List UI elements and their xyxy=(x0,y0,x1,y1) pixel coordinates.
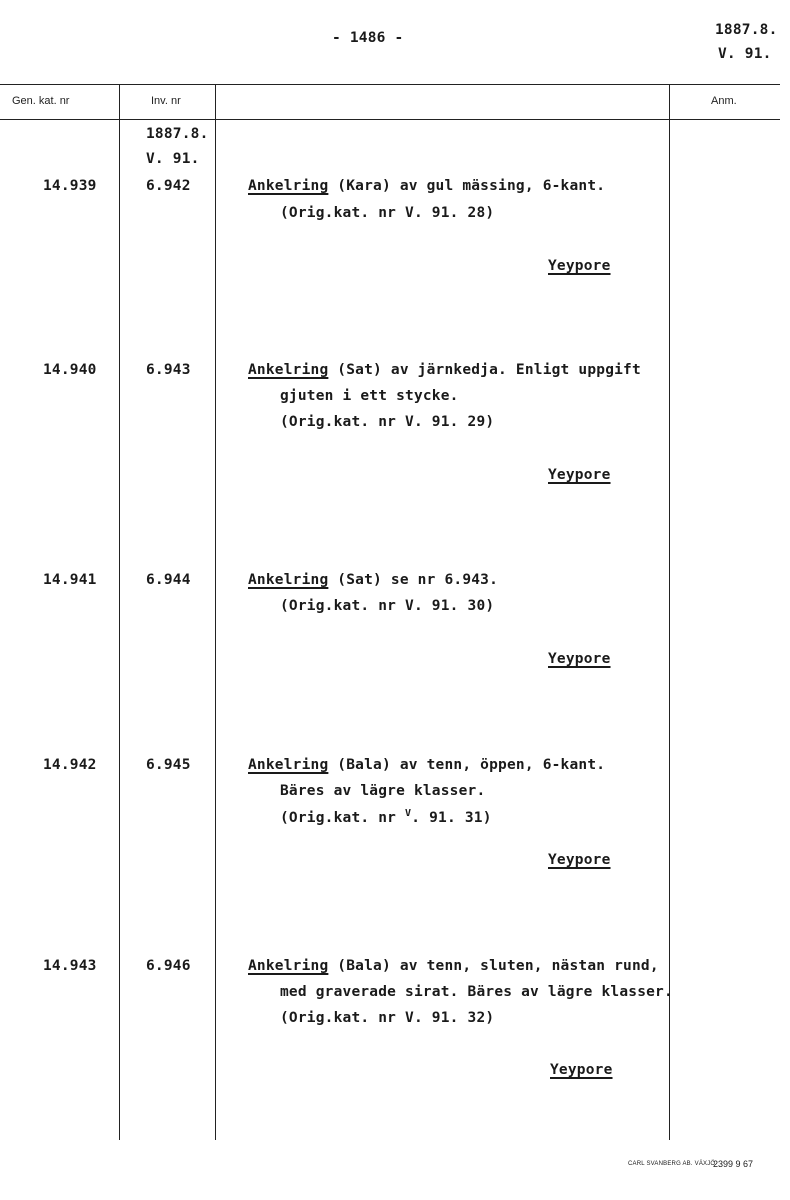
entry-title: Ankelring xyxy=(248,362,329,378)
gen-number: 14.942 xyxy=(43,757,97,773)
entry-orig-ref xyxy=(280,808,492,826)
gen-number: 14.941 xyxy=(43,572,97,588)
table-top-rule xyxy=(0,84,780,85)
entry-description: (Bala) av tenn, öppen, 6-kant. xyxy=(328,757,606,773)
gen-number: 14.943 xyxy=(43,958,97,974)
header-gen-kat: Gen. kat. nr xyxy=(12,95,70,107)
gen-number: 14.940 xyxy=(43,362,97,378)
entry-place: Yeypore xyxy=(550,1062,613,1078)
orig-ref-prefix: (Orig.kat. nr xyxy=(280,810,406,826)
inv-number: 6.945 xyxy=(146,757,191,773)
entry-line-1 xyxy=(248,757,605,773)
orig-ref-superscript: V xyxy=(405,808,412,819)
entry-description: (Bala) av tenn, sluten, nästan rund, xyxy=(328,958,659,974)
inv-number: 6.942 xyxy=(146,178,191,194)
entry-line-1 xyxy=(248,572,498,588)
table-header-rule xyxy=(0,119,780,120)
inv-number: 6.944 xyxy=(146,572,191,588)
entry-description-cont: med graverade sirat. Bäres av lägre klasser. xyxy=(280,984,673,1000)
orig-ref-suffix: . 91. 31) xyxy=(411,810,492,826)
gen-number: 14.939 xyxy=(43,178,97,194)
column-divider-anm xyxy=(669,84,670,1140)
column-divider-inv xyxy=(215,84,216,1140)
inv-ref-line2: V. 91. xyxy=(146,151,200,167)
inv-number: 6.943 xyxy=(146,362,191,378)
entry-line-1 xyxy=(248,178,605,194)
printer-imprint: CARL SVANBERG AB. VÄXJÖ xyxy=(628,1161,716,1167)
entry-line-1 xyxy=(248,362,641,378)
entry-orig-ref: (Orig.kat. nr V. 91. 28) xyxy=(280,205,495,221)
entry-line-1 xyxy=(248,958,659,974)
entry-place: Yeypore xyxy=(548,258,611,274)
entry-title: Ankelring xyxy=(248,757,329,773)
page-ref-top: 1887.8. xyxy=(715,22,778,38)
entry-description: (Sat) se nr 6.943. xyxy=(328,572,499,588)
entry-description-cont: gjuten i ett stycke. xyxy=(280,388,459,404)
entry-orig-ref: (Orig.kat. nr V. 91. 29) xyxy=(280,414,495,430)
entry-title: Ankelring xyxy=(248,178,329,194)
entry-place: Yeypore xyxy=(548,651,611,667)
entry-title: Ankelring xyxy=(248,958,329,974)
page-number: - 1486 - xyxy=(332,30,404,46)
entry-orig-ref: (Orig.kat. nr V. 91. 30) xyxy=(280,598,495,614)
page-ref-bottom: V. 91. xyxy=(718,46,772,62)
inv-number: 6.946 xyxy=(146,958,191,974)
entry-description-cont: Bäres av lägre klasser. xyxy=(280,783,486,799)
entry-description: (Kara) av gul mässing, 6-kant. xyxy=(328,178,606,194)
entry-description: (Sat) av järnkedja. Enligt uppgift xyxy=(328,362,641,378)
header-inv: Inv. nr xyxy=(151,95,181,107)
column-divider-gen xyxy=(119,84,120,1140)
header-anm: Anm. xyxy=(711,95,737,107)
entry-orig-ref: (Orig.kat. nr V. 91. 32) xyxy=(280,1010,495,1026)
entry-title: Ankelring xyxy=(248,572,329,588)
entry-place: Yeypore xyxy=(548,467,611,483)
inv-ref-line1: 1887.8. xyxy=(146,126,209,142)
entry-place: Yeypore xyxy=(548,852,611,868)
form-code: 2399 9 67 xyxy=(713,1159,754,1169)
